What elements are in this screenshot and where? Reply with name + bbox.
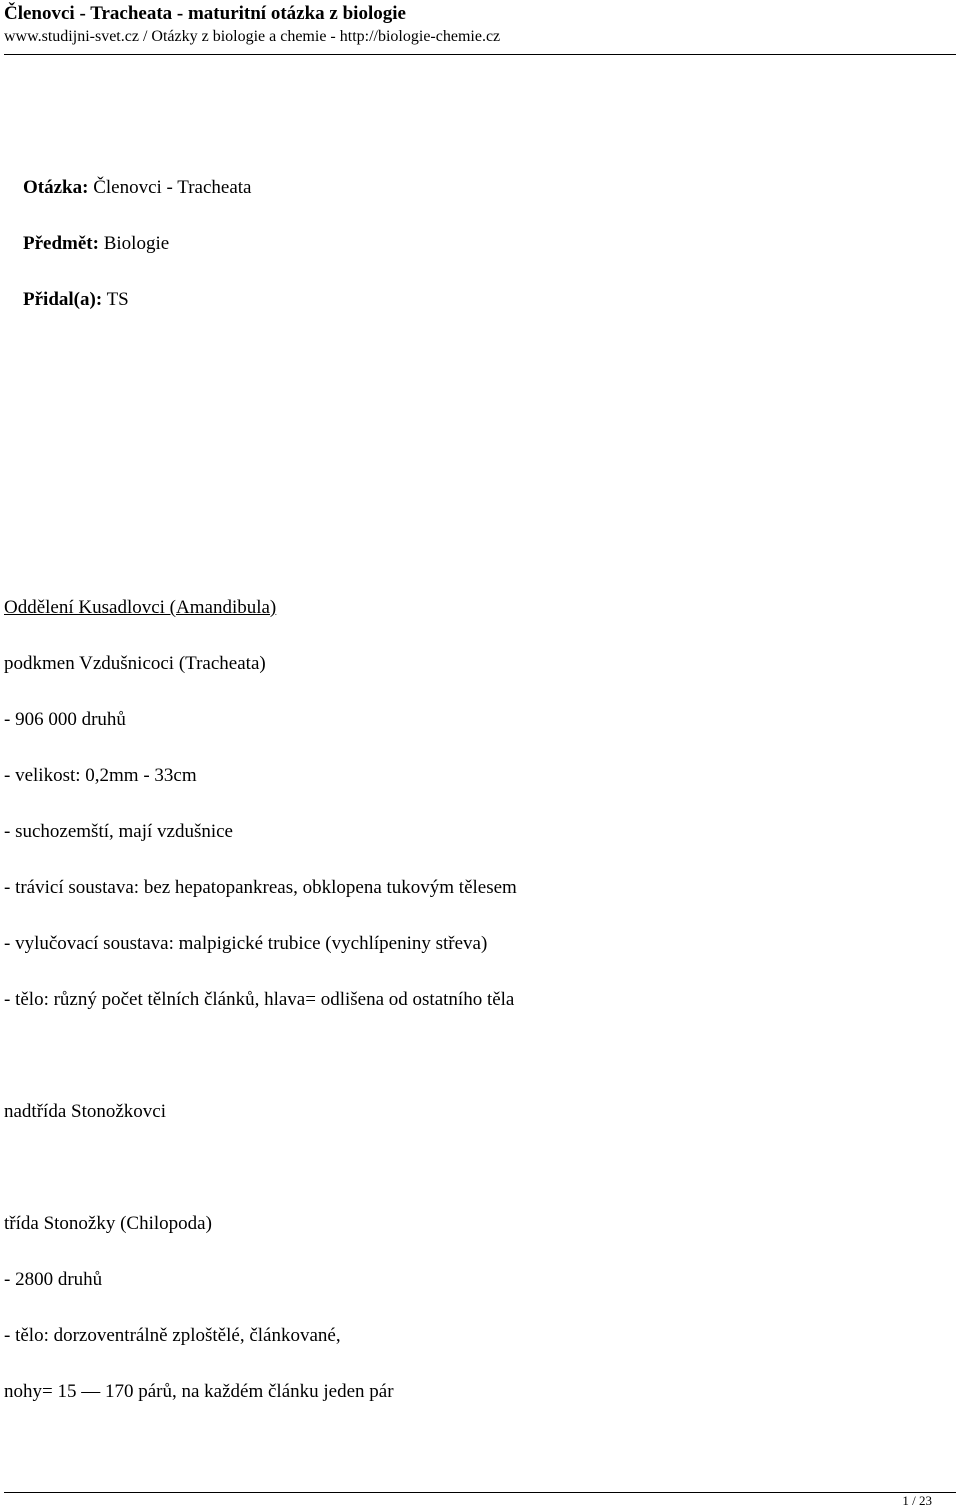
chilopoda-fact-species: - 2800 druhů bbox=[4, 1269, 103, 1290]
document-header bbox=[4, 2, 956, 48]
subphylum-heading: podkmen Vzdušnicoci (Tracheata) bbox=[4, 653, 266, 674]
author-value: TS bbox=[102, 289, 129, 310]
document-source-line: www.studijni-svet.cz / Otázky z biologie a chemie - http://biologie-chemie.cz bbox=[4, 28, 501, 45]
section-heading: Oddělení Kusadlovci (Amandibula) bbox=[4, 597, 277, 618]
subject-meta bbox=[23, 232, 169, 256]
class-heading: třída Stonožky (Chilopoda) bbox=[4, 1213, 212, 1234]
chilopoda-fact-body: - tělo: dorzoventrálně zploštělé, článkované, bbox=[4, 1325, 341, 1346]
question-value: Členovci - Tracheata bbox=[88, 177, 252, 198]
tracheata-fact-habitat: - suchozemští, mají vzdušnice bbox=[4, 821, 233, 842]
chilopoda-fact-legs: nohy= 15 — 170 párů, na každém článku jeden pár bbox=[4, 1381, 394, 1402]
subject-value: Biologie bbox=[98, 233, 170, 254]
footer-divider bbox=[4, 1492, 956, 1493]
superclass-heading: nadtřída Stonožkovci bbox=[4, 1101, 166, 1122]
tracheata-fact-excretory: - vylučovací soustava: malpigické trubice (vychlípeniny střeva) bbox=[4, 933, 488, 954]
question-label: Otázka: bbox=[23, 177, 89, 198]
page-number: 1 / 23 bbox=[902, 1493, 932, 1508]
author-meta bbox=[23, 288, 129, 312]
author-label: Přidal(a): bbox=[23, 289, 103, 310]
question-meta bbox=[23, 176, 251, 200]
document-title: Členovci - Tracheata - maturitní otázka z biologie bbox=[4, 3, 406, 24]
tracheata-fact-digestive: - trávicí soustava: bez hepatopankreas, obklopena tukovým tělesem bbox=[4, 877, 517, 898]
tracheata-fact-size: - velikost: 0,2mm - 33cm bbox=[4, 765, 197, 786]
header-divider bbox=[4, 54, 956, 55]
tracheata-fact-body: - tělo: různý počet tělních článků, hlava= odlišena od ostatního těla bbox=[4, 989, 515, 1010]
tracheata-fact-species: - 906 000 druhů bbox=[4, 709, 126, 730]
subject-label: Předmět: bbox=[23, 233, 99, 254]
